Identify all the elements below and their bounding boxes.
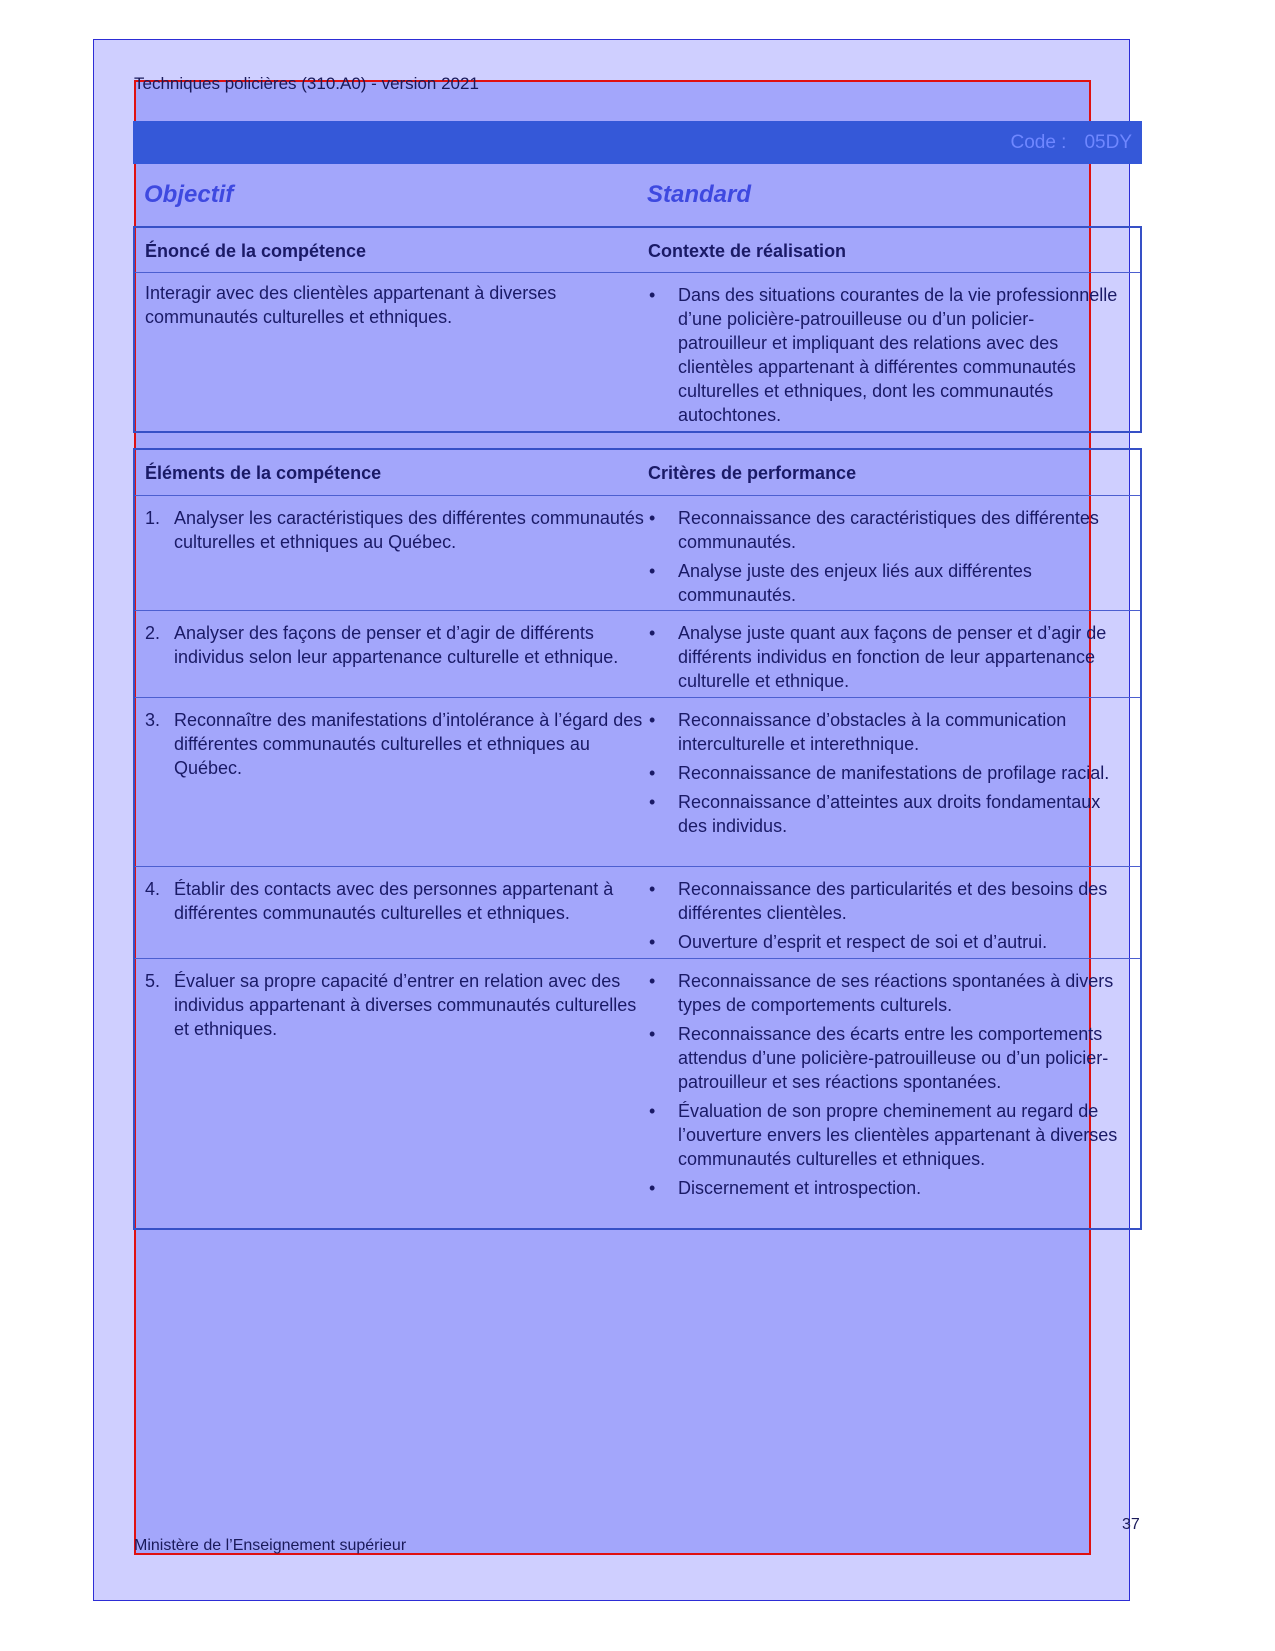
bullet: • xyxy=(649,792,656,812)
element-row-2 xyxy=(135,611,1140,698)
contexte-list xyxy=(648,283,1118,432)
bullet: • xyxy=(649,763,656,783)
contexte-item xyxy=(648,283,1118,427)
element-number: 2. xyxy=(145,623,161,643)
element-number: 5. xyxy=(145,971,161,991)
element-2 xyxy=(145,621,649,669)
contexte-header: Contexte de réalisation xyxy=(648,241,847,261)
criterion xyxy=(648,930,1118,954)
element-number: 4. xyxy=(145,879,161,899)
element-number: 1. xyxy=(145,508,161,528)
criterion xyxy=(648,559,1118,607)
element-row-4 xyxy=(135,867,1140,959)
page-number: 37 xyxy=(1122,1516,1140,1533)
element-text: Évaluer sa propre capacité d’entrer en relation avec des individus appartenant à diverses communautés culturelles et ethniques. xyxy=(174,971,637,1039)
bullet: • xyxy=(649,561,656,581)
criterion xyxy=(648,790,1118,838)
enonce-text: Interagir avec des clientèles appartenant à diverses communautés culturelles et ethniques. xyxy=(145,283,557,327)
program-header: Techniques policières (310.A0) - version 2021 xyxy=(134,74,479,93)
criterion-text: Reconnaissance d’obstacles à la communication interculturelle et interethnique. xyxy=(678,710,1067,754)
enonce-header: Énoncé de la compétence xyxy=(145,241,367,261)
bullet: • xyxy=(649,623,656,643)
criterion-text: Reconnaissance des particularités et des besoins des différentes clientèles. xyxy=(678,879,1108,923)
criterion-text: Discernement et introspection. xyxy=(678,1178,922,1198)
bullet: • xyxy=(649,285,656,305)
elements-header: Éléments de la compétence xyxy=(145,463,382,483)
code-bar xyxy=(133,121,1142,164)
criterion-text: Reconnaissance de ses réactions spontanées à divers types de comportements culturels. xyxy=(678,971,1114,1015)
bullet: • xyxy=(649,932,656,952)
criterion xyxy=(648,708,1118,756)
title-objectif: Objectif xyxy=(144,181,234,208)
element-row-3 xyxy=(135,698,1140,867)
enonce-header-row xyxy=(135,228,1140,273)
enonce-body-row xyxy=(135,273,1140,430)
code-caption: Code : xyxy=(1010,132,1067,153)
elements-header-row xyxy=(135,450,1140,496)
bullet: • xyxy=(649,1101,656,1121)
criteria-list-4 xyxy=(648,877,1118,959)
criterion-text: Reconnaissance d’atteintes aux droits fondamentaux des individus. xyxy=(678,792,1101,836)
criterion xyxy=(648,969,1118,1017)
criterion-text: Analyse juste quant aux façons de penser et d’agir de différents individus en fonction de leur appartenance culturelle et ethnique. xyxy=(678,623,1107,691)
bullet: • xyxy=(649,508,656,528)
element-5 xyxy=(145,969,649,1041)
element-1 xyxy=(145,506,649,554)
element-number: 3. xyxy=(145,710,161,730)
criterion-text: Reconnaissance de manifestations de profilage racial. xyxy=(678,763,1110,783)
criterion-text: Analyse juste des enjeux liés aux différentes communautés. xyxy=(678,561,1032,605)
criterion xyxy=(648,761,1118,785)
bullet: • xyxy=(649,1178,656,1198)
code-value: 05DY xyxy=(1084,132,1132,153)
criterion-text: Évaluation de son propre cheminement au regard de l’ouverture envers les clientèles appartenant à diverses communautés culturelles et ethniques. xyxy=(678,1101,1118,1169)
elements-box xyxy=(133,448,1142,1230)
bullet: • xyxy=(649,710,656,730)
element-3 xyxy=(145,708,649,780)
criterion xyxy=(648,1022,1118,1094)
bullet: • xyxy=(649,1024,656,1044)
element-row-1 xyxy=(135,496,1140,611)
criterion xyxy=(648,506,1118,554)
criteria-list-3 xyxy=(648,708,1118,843)
footer-ministry: Ministère de l’Enseignement supérieur xyxy=(134,1537,407,1554)
enonce-box xyxy=(133,226,1142,433)
element-text: Analyser des façons de penser et d’agir de différents individus selon leur appartenance culturelle et ethnique. xyxy=(174,623,619,667)
bullet: • xyxy=(649,879,656,899)
criterion-text: Reconnaissance des écarts entre les comportements attendus d’une policière-patrouilleuse ou d’un policier-patrouilleur et ses réactions spontanées. xyxy=(678,1024,1109,1092)
criterion-text: Reconnaissance des caractéristiques des différentes communautés. xyxy=(678,508,1099,552)
contexte-text: Dans des situations courantes de la vie professionnelle d’une policière-patrouilleuse ou d’un policier-patrouilleur et impliquant des relations avec des clientèles appartenant à différentes communautés culturelles et ethniques, dont les communautés autochtones. xyxy=(678,285,1118,425)
criterion-text: Ouverture d’esprit et respect de soi et d’autrui. xyxy=(678,932,1048,952)
criterion xyxy=(648,621,1118,693)
title-standard: Standard xyxy=(647,181,752,208)
criteria-list-5 xyxy=(648,969,1118,1205)
element-text: Établir des contacts avec des personnes appartenant à différentes communautés culturelles et ethniques. xyxy=(174,879,614,923)
criterion xyxy=(648,877,1118,925)
criterion xyxy=(648,1176,1118,1200)
bullet: • xyxy=(649,971,656,991)
element-4 xyxy=(145,877,649,925)
criteria-list-1 xyxy=(648,506,1118,612)
criteria-list-2 xyxy=(648,621,1118,698)
criterion xyxy=(648,1099,1118,1171)
element-row-5 xyxy=(135,959,1140,1233)
code-label xyxy=(1010,132,1132,154)
criteres-header: Critères de performance xyxy=(648,463,857,483)
element-text: Analyser les caractéristiques des différentes communautés culturelles et ethniques au Québec. xyxy=(174,508,644,552)
element-text: Reconnaître des manifestations d’intolérance à l’égard des différentes communautés culturelles et ethniques au Québec. xyxy=(174,710,643,778)
